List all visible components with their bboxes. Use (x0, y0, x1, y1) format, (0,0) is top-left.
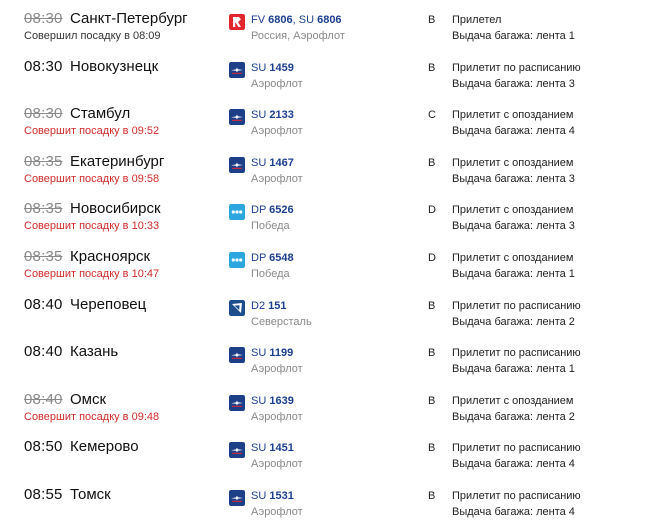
origin-city: Кемерово (70, 438, 139, 456)
scheduled-time: 08:35 (24, 248, 63, 265)
baggage-belt: Выдача багажа: лента 2 (452, 410, 575, 423)
flight-row[interactable] (0, 54, 656, 101)
terminal: C (428, 109, 436, 122)
terminal: B (428, 394, 436, 407)
flight-code-prefix: SU (251, 347, 270, 360)
terminal: B (428, 490, 436, 502)
origin-city: Санкт-Петербург (70, 10, 188, 27)
flight-status: Прилетит по расписанию (452, 442, 581, 455)
flight-code-number: 2133 (269, 109, 294, 122)
airline-name: Аэрофлот (251, 125, 303, 138)
flight-status: Прилетит с опозданием (452, 156, 574, 169)
terminal: B (428, 299, 436, 312)
scheduled-time: 08:30 (24, 57, 63, 75)
flight-status: Прилетит по расписанию (452, 61, 581, 74)
scheduled-time: 08:40 (24, 295, 63, 313)
scheduled-time: 08:55 (24, 486, 63, 503)
flight-number[interactable] (251, 395, 294, 407)
flight-row[interactable] (0, 434, 656, 481)
flight-status: Прилетит с опозданием (452, 109, 574, 122)
airline-name: Северсталь (251, 315, 312, 328)
flight-row[interactable] (0, 149, 656, 196)
terminal: B (428, 347, 436, 360)
flight-number[interactable] (251, 490, 294, 502)
scheduled-time: 08:50 (24, 438, 63, 456)
flight-code-prefix: SU (251, 394, 270, 407)
flight-status: Прилетел (452, 14, 502, 26)
baggage-belt: Выдача багажа: лента 3 (452, 172, 575, 185)
airline-name: Россия, Аэрофлот (251, 30, 345, 42)
airline-name: Аэрофлот (251, 77, 303, 90)
scheduled-time: 08:40 (24, 390, 63, 408)
origin-city: Казань (70, 343, 119, 361)
flight-status: Прилетит по расписанию (452, 299, 581, 312)
terminal: D (428, 252, 436, 264)
pobeda-logo (229, 252, 245, 268)
terminal: B (428, 442, 436, 455)
flight-number[interactable] (251, 252, 294, 264)
flight-row[interactable] (0, 339, 656, 386)
flight-code-number: 1531 (269, 490, 294, 502)
scheduled-time: 08:30 (24, 105, 63, 123)
flight-code-number: 1199 (269, 347, 294, 360)
terminal: B (428, 61, 436, 74)
flight-number[interactable] (251, 14, 342, 26)
rossiya-logo (229, 14, 245, 30)
aeroflot-logo (229, 442, 245, 458)
scheduled-time: 08:30 (24, 10, 63, 27)
flight-number[interactable] (251, 347, 293, 359)
origin-city: Стамбул (70, 105, 131, 123)
flight-status: Прилетит по расписанию (452, 490, 581, 502)
flight-row[interactable] (0, 196, 656, 243)
baggage-belt: Выдача багажа: лента 4 (452, 125, 575, 138)
airline-name: Победа (251, 268, 290, 280)
baggage-belt: Выдача багажа: лента 1 (452, 363, 575, 376)
flight-code-number: 6806 (268, 14, 293, 26)
airline-name: Аэрофлот (251, 506, 303, 518)
severstal-logo (229, 300, 245, 316)
origin-city: Красноярск (70, 248, 151, 265)
pobeda-logo (229, 204, 245, 220)
flight-code-number: 1639 (269, 394, 294, 407)
airline-name: Аэрофлот (251, 172, 303, 185)
flight-code-number: 6548 (269, 252, 294, 264)
aeroflot-logo (229, 62, 245, 78)
scheduled-time: 08:35 (24, 152, 63, 170)
flight-number[interactable] (251, 204, 294, 216)
flight-code-number: 1467 (269, 156, 294, 169)
flight-status: Прилетит с опозданием (452, 394, 574, 407)
flight-row[interactable] (0, 244, 656, 291)
flight-code-number: 6526 (269, 204, 294, 217)
aeroflot-logo (229, 347, 245, 363)
flight-row[interactable] (0, 6, 656, 53)
airline-name: Аэрофлот (251, 458, 303, 471)
flight-code-prefix: SU (251, 61, 270, 74)
flight-code-number: 151 (268, 299, 287, 312)
aeroflot-logo (229, 157, 245, 173)
baggage-belt: Выдача багажа: лента 2 (452, 315, 575, 328)
terminal: B (428, 14, 436, 26)
landing-note: Совершит посадку в 10:33 (24, 220, 160, 233)
flight-number[interactable] (251, 109, 294, 121)
flight-number[interactable] (251, 157, 294, 169)
flight-row[interactable] (0, 292, 656, 339)
landing-note: Совершит посадку в 10:47 (24, 268, 160, 280)
flight-status: Прилетит с опозданием (452, 252, 574, 264)
scheduled-time: 08:40 (24, 343, 63, 361)
scheduled-time: 08:35 (24, 200, 63, 218)
origin-city: Екатеринбург (70, 152, 165, 170)
origin-city: Новокузнецк (70, 57, 159, 75)
landing-note: Совершил посадку в 08:09 (24, 30, 161, 42)
flight-code-number: 6806 (317, 14, 342, 26)
flight-row[interactable] (0, 101, 656, 148)
flight-code-prefix: FV (251, 14, 269, 26)
flight-code-prefix: DP (251, 204, 270, 217)
airline-name: Аэрофлот (251, 363, 303, 376)
flight-row[interactable] (0, 482, 656, 529)
flight-row[interactable] (0, 387, 656, 434)
airline-name: Победа (251, 220, 290, 233)
flight-number[interactable] (251, 300, 286, 312)
flight-code-prefix: DP (251, 252, 270, 264)
baggage-belt: Выдача багажа: лента 1 (452, 268, 575, 280)
baggage-belt: Выдача багажа: лента 3 (452, 220, 575, 233)
origin-city: Череповец (70, 295, 147, 313)
baggage-belt: Выдача багажа: лента 4 (452, 458, 575, 471)
origin-city: Омск (70, 390, 107, 408)
flight-code-prefix: SU (251, 109, 270, 122)
airline-name: Аэрофлот (251, 410, 303, 423)
flight-code-prefix: SU (298, 14, 318, 26)
landing-note: Совершит посадку в 09:52 (24, 125, 160, 138)
flight-code-prefix: SU (251, 156, 270, 169)
baggage-belt: Выдача багажа: лента 3 (452, 77, 575, 90)
terminal: D (428, 204, 436, 217)
flight-code-prefix: SU (251, 442, 270, 455)
flight-code-prefix: SU (251, 490, 270, 502)
baggage-belt: Выдача багажа: лента 1 (452, 30, 575, 42)
aeroflot-logo (229, 109, 245, 125)
origin-city: Томск (70, 486, 111, 503)
baggage-belt: Выдача багажа: лента 4 (452, 506, 575, 518)
landing-note: Совершит посадку в 09:48 (24, 410, 160, 423)
terminal: B (428, 156, 436, 169)
aeroflot-logo (229, 490, 245, 506)
flight-separator: , (292, 14, 299, 26)
landing-note: Совершит посадку в 09:58 (24, 172, 160, 185)
flight-status: Прилетит с опозданием (452, 204, 574, 217)
flight-number[interactable] (251, 62, 294, 74)
flight-code-number: 1451 (269, 442, 294, 455)
flight-status: Прилетит по расписанию (452, 347, 581, 360)
flight-code-number: 1459 (269, 61, 294, 74)
origin-city: Новосибирск (70, 200, 161, 218)
flight-code-prefix: D2 (251, 299, 269, 312)
flight-number[interactable] (251, 442, 294, 454)
aeroflot-logo (229, 395, 245, 411)
